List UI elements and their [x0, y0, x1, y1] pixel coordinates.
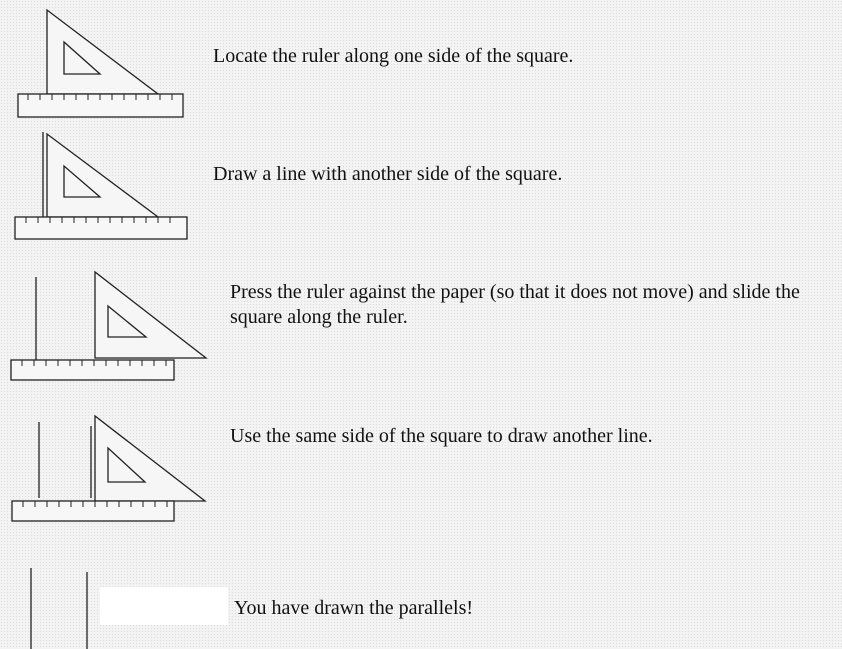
step-2 — [0, 120, 842, 245]
step-4-text: Use the same side of the square to draw another line. — [230, 425, 653, 447]
second-line-icon — [0, 410, 215, 525]
blank-patch — [100, 587, 228, 625]
step-1-text: Locate the ruler along one side of the square. — [213, 45, 574, 67]
step-5-text: You have drawn the parallels! — [234, 597, 474, 619]
step-1 — [0, 0, 842, 120]
step-3 — [0, 262, 842, 387]
step-3-text: Press the ruler against the paper (so that it does not move) and slide the square along the ruler. — [230, 281, 800, 328]
set-square-on-ruler-icon — [0, 0, 200, 120]
set-square-with-line-icon — [0, 120, 200, 245]
parallel-lines-icon — [0, 560, 100, 649]
step-2-text: Draw a line with another side of the square. — [213, 163, 563, 185]
set-square-slid-icon — [0, 262, 215, 387]
step-4 — [0, 410, 842, 525]
